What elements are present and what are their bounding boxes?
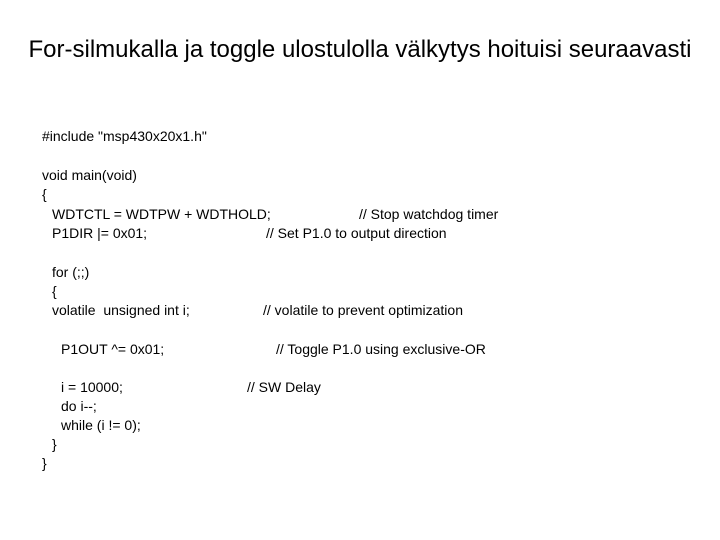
code-volatile-decl: volatile unsigned int i;: [52, 302, 190, 318]
code-p1out-comment: // Toggle P1.0 using exclusive-OR: [276, 341, 486, 357]
code-p1dir: P1DIR |= 0x01;: [52, 225, 148, 241]
code-do-loop: do i--;: [61, 398, 97, 414]
code-close-brace-for: }: [52, 436, 57, 452]
code-p1dir-comment: // Set P1.0 to output direction: [266, 225, 447, 241]
code-wdtctl-comment: // Stop watchdog timer: [359, 206, 499, 222]
code-wdtctl: WDTCTL = WDTPW + WDTHOLD;: [52, 206, 271, 222]
code-open-brace-for: {: [52, 283, 57, 299]
code-close-brace-main: }: [42, 455, 47, 471]
code-for-loop: for (;;): [52, 264, 90, 280]
code-p1out: P1OUT ^= 0x01;: [61, 341, 165, 357]
code-assign-i: i = 10000;: [61, 379, 123, 395]
code-volatile-comment: // volatile to prevent optimization: [263, 302, 463, 318]
code-open-brace-main: {: [42, 186, 47, 202]
code-include: #include "msp430x20x1.h": [42, 128, 207, 144]
slide-title: For-silmukalla ja toggle ulostulolla välkytys hoituisi seuraavasti: [28, 36, 692, 63]
code-while-loop: while (i != 0);: [61, 417, 141, 433]
code-main-decl: void main(void): [42, 167, 137, 183]
code-assign-i-comment: // SW Delay: [247, 379, 321, 395]
